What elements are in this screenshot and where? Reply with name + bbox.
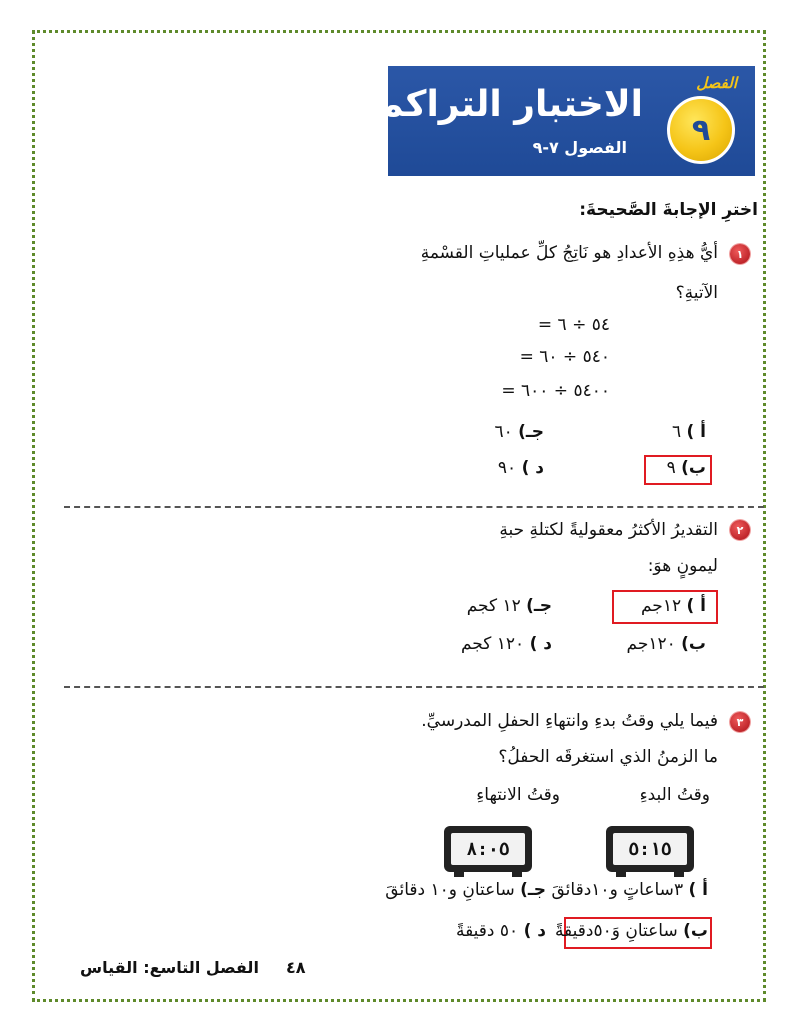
instruction-text: اخترِ الإجابةَ الصَّحيحةَ: <box>579 200 758 220</box>
q3-option-c-letter: جـ) <box>520 880 546 900</box>
q3-option-d-letter: د ) <box>523 921 546 941</box>
q1-option-d-value: ٩٠ <box>497 458 517 478</box>
question-3-text-line1: فيما يلي وقتُ بدءِ وانتهاءِ الحفلِ المدرسيِّ. <box>421 711 718 731</box>
q3-option-b-letter: ب) <box>683 921 708 941</box>
q1-option-d-letter: د ) <box>521 458 544 478</box>
q3-option-a-letter: أ ) <box>688 880 708 900</box>
chapter-number-badge: ٩ <box>667 96 735 164</box>
question-3-marker: ٣ <box>730 712 750 732</box>
q3-option-c-value: ساعتانِ و١٠ دقائقَ <box>385 880 515 900</box>
q2-option-c-value: ١٢ كجم <box>466 596 521 616</box>
footer-chapter-title: القياس <box>80 958 138 977</box>
q2-option-d-value: ١٢٠ كجم <box>460 634 525 654</box>
page-title: الاختبار التراكمي <box>344 84 643 125</box>
section-divider <box>64 686 764 688</box>
end-time-clock <box>444 826 532 872</box>
chapter-kicker: الفصل <box>696 74 737 92</box>
q1-option-a-value: ٦ <box>671 422 682 442</box>
question-2-text-line2: ليمونٍ هوَ: <box>647 556 718 576</box>
q1-option-a-letter: أ ) <box>686 422 706 442</box>
question-2-text-line1: التقديرُ الأكثرُ معقوليةً لكتلةِ حبةِ <box>499 520 718 540</box>
footer-chapter-label: الفصل التاسع: <box>143 958 259 977</box>
q2-option-b[interactable] <box>627 634 707 654</box>
question-1-expression-1: ٥٤ ÷ ٦ = <box>537 315 610 335</box>
q1-option-d[interactable] <box>498 458 544 478</box>
end-time-display: ٨:٠٥ <box>451 833 525 865</box>
q1-option-b-value: ٩ <box>666 458 676 478</box>
q3-option-d[interactable] <box>456 921 546 941</box>
start-time-display: ٥:١٥ <box>613 833 687 865</box>
end-time-label: وقتُ الانتهاءِ <box>476 785 560 805</box>
q2-option-b-value: ١٢٠جم <box>626 634 676 654</box>
page-subtitle: الفصول ٧-٩ <box>532 138 627 157</box>
question-2-marker: ٢ <box>730 520 750 540</box>
q1-option-c[interactable] <box>494 422 544 442</box>
question-1-text-line1: أيُّ هذِهِ الأعدادِ هو نَاتِجُ كلِّ عملياتِ القسْمةِ <box>420 243 718 263</box>
q3-option-a[interactable] <box>552 880 709 900</box>
footer-chapter <box>80 958 259 977</box>
chapter-banner <box>344 66 755 176</box>
q1-option-b[interactable] <box>667 458 706 478</box>
q1-option-b-letter: ب) <box>681 458 706 478</box>
start-time-clock <box>606 826 694 872</box>
q2-option-d-letter: د ) <box>529 634 552 654</box>
q3-option-b[interactable] <box>555 921 708 941</box>
start-time-label: وقتُ البدءِ <box>639 785 710 805</box>
q3-option-d-value: ٥٠ دقيقةً <box>455 921 519 941</box>
q1-option-a[interactable] <box>672 422 706 442</box>
q2-option-d[interactable] <box>461 634 552 654</box>
question-1-expression-3: ٥٤٠٠ ÷ ٦٠٠ = <box>501 381 610 401</box>
q2-option-a-letter: أ ) <box>686 596 706 616</box>
q1-option-c-letter: جـ) <box>518 422 544 442</box>
q3-option-a-value: ٣ساعاتٍ و١٠دقائقَ <box>551 880 684 900</box>
question-3-text-line2: ما الزمنُ الذي استغرقَه الحفلُ؟ <box>498 747 718 767</box>
q3-option-c[interactable] <box>385 880 546 900</box>
question-1-expression-2: ٥٤٠ ÷ ٦٠ = <box>519 347 610 367</box>
q2-option-b-letter: ب) <box>681 634 706 654</box>
question-1-marker: ١ <box>730 244 750 264</box>
q1-option-c-value: ٦٠ <box>494 422 513 442</box>
q3-option-b-value: ساعتانِ وَ٥٠دقيقةً <box>554 921 678 941</box>
question-1-text-line2: الآتيةِ؟ <box>675 283 718 303</box>
section-divider <box>64 506 764 508</box>
page-number: ٤٨ <box>286 958 306 977</box>
q2-option-c-letter: جـ) <box>526 596 552 616</box>
q2-option-a-value: ١٢جم <box>640 596 682 616</box>
q2-option-a[interactable] <box>641 596 706 616</box>
q2-option-c[interactable] <box>467 596 552 616</box>
